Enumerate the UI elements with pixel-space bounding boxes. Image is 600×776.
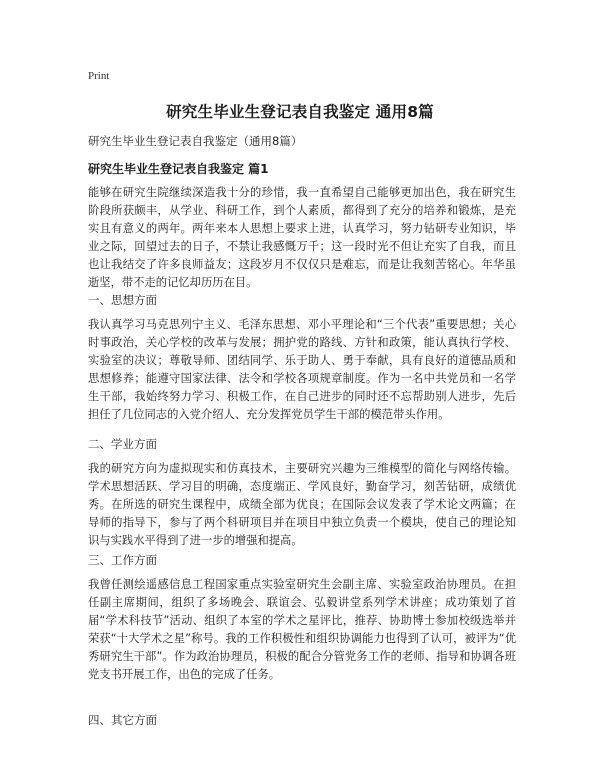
heading-thought: 一、思想方面 xyxy=(88,293,157,307)
section-title: 研究生毕业生登记表自我鉴定 篇1 xyxy=(88,162,269,176)
heading-other: 四、其它方面 xyxy=(88,713,157,727)
document-subtitle: 研究生毕业生登记表自我鉴定（通用8篇） xyxy=(88,134,303,148)
paragraph-study: 我的研究方向为虚拟现实和仿真技术，主要研究兴趣为三维模型的简化与网络传输。学术思想活跃、学习目的明确，态度端正、学风良好，勤奋学习，刻苦钻研，成绩优秀。在所选的研究生课程中，成绩全部为优良；在国际会议发表了学术论文两篇；在导师的指导下，参与了两个科研项目并在项目中独立负责一个模块，使自己的理论知识与实践水平得到了进一步的增强和提高。 xyxy=(88,462,516,547)
print-label[interactable]: Print xyxy=(88,70,110,82)
intro-paragraph: 能够在研究生院继续深造我十分的珍惜，我一直希望自己能够更加出色，我在研究生阶段所获颇丰，从学业、科研工作，到个人素质，都得到了充分的培养和锻炼，是充实且有意义的两年。两年来本人思想上要求上进，认真学习，努力钻研专业知识，毕业之际，回望过去的日子，不禁让我感慨万千；这一段时光不但让充实了自我，而且也让我结交了许多良师益友；这段岁月不仅仅只是难忘，而是让我刻苦铭心。年华虽逝坚，带不走的记忆却历历在目。 xyxy=(88,186,516,289)
heading-study: 二、学业方面 xyxy=(88,437,157,451)
heading-work: 三、工作方面 xyxy=(88,553,157,567)
paragraph-work: 我曾任测绘遥感信息工程国家重点实验室研究生会副主席、实验室政治协理员。在担任副主席期间，组织了多场晚会、联谊会、弘毅讲堂系列学术讲座；成功策划了首届“学术科技节”活动、组织了本室的学术之星评比，推荐、协助博士参加校级选举并荣获“十大学术之星”称号。我的工作积极性和组织协调能力也得到了认可，被评为“优秀研究生干部”。作为政治协理员，积极的配合分管党务工作的老师、指导和协调各班党支书开展工作，出色的完成了任务。 xyxy=(88,578,516,681)
document-title: 研究生毕业生登记表自我鉴定 通用8篇 xyxy=(166,103,434,121)
paragraph-thought: 我认真学习马克思列宁主义、毛泽东思想、邓小平理论和“三个代表”重要思想；关心时事政治，关心学校的改革与发展；拥护党的路线、方针和政策，能认真执行学校、实验室的决议；尊敬导师、团结同学、乐于助人、勇于奉献，具有良好的道德品质和思想修养；能遵守国家法律、法令和学校各项规章制度。作为一名中共党员和一名学生干部，我始终努力学习、积极工作，在自己进步的同时还不忘帮助别人进步，先后担任了几位同志的入党介绍人、充分发挥党员学生干部的模范带头作用。 xyxy=(88,318,516,421)
